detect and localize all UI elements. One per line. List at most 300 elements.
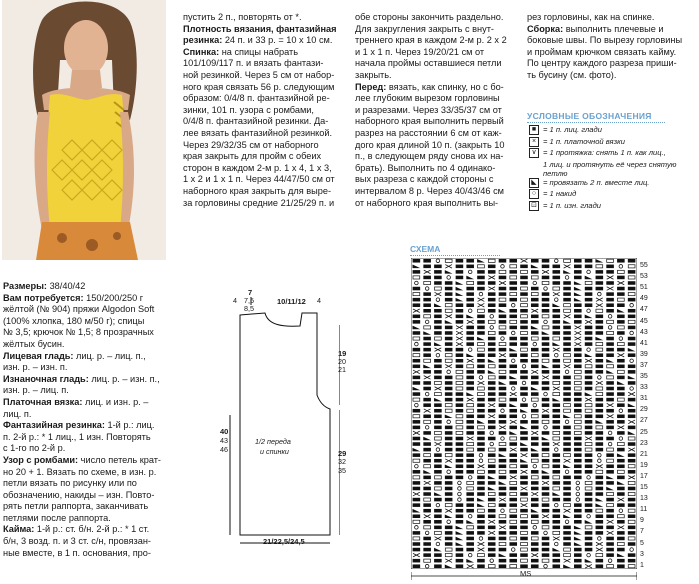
chart-knit-cell [585,459,593,463]
row-number: 45 [640,317,648,325]
chart-knit-cell [456,353,464,357]
chart-knit-cell [509,326,517,330]
chart-knit-cell [477,437,485,441]
dim-right-4: 4 [317,296,321,305]
chart-knit-cell [553,415,561,419]
back-line [183,186,344,198]
chart-knit-cell [466,370,474,374]
chart-knit-cell [488,342,496,346]
chart-knit-cell [434,326,442,330]
chart-knit-cell [531,559,539,563]
chart-knit-cell [423,348,431,352]
chart-knit-cell [531,564,539,568]
instructions-column-front [355,12,516,209]
chart-knit-cell [553,331,561,335]
materials-line [3,304,169,316]
chart-knit-cell [563,481,571,485]
back-line [183,70,344,82]
line-text: брать). Выполнить по 4 одинако- [355,162,496,173]
chart-knit-cell [509,415,517,419]
chart-knit-cell [499,531,507,535]
chart-knit-cell [456,442,464,446]
chart-knit-cell [531,298,539,302]
chart-knit-cell [466,342,474,346]
row-number: 5 [640,539,644,547]
chart-knit-cell [477,403,485,407]
chart-knit-cell [445,292,453,296]
assembly-line [527,58,695,70]
chart-knit-cell [617,331,625,335]
chart-knit-cell [574,476,582,480]
chart-knit-cell [456,303,464,307]
line-text: (100% хлопка, 180 м/50 г); спицы [3,315,145,326]
chart-knit-cell [488,437,496,441]
chart-knit-cell [456,276,464,280]
chart-knit-cell [499,287,507,291]
chart-knit-cell [553,315,561,319]
chart-knit-cell [531,498,539,502]
chart-knit-cell [606,542,614,546]
chart-knit-cell [585,464,593,468]
chart-knit-cell [617,392,625,396]
chart-knit-cell [563,437,571,441]
bold-term: Вам потребуется: [3,292,84,303]
chart-knit-cell [531,376,539,380]
row-number: 47 [640,306,648,314]
chart-knit-cell [423,431,431,435]
chart-knit-cell [423,370,431,374]
chart-knit-cell [423,292,431,296]
chart-knit-cell [596,559,604,563]
chart-knit-cell [563,381,571,385]
chart-knit-cell [466,464,474,468]
chart-knit-cell [606,514,614,518]
chart-knit-cell [596,398,604,402]
chart-knit-cell [596,353,604,357]
line-text: лиц. р. – изн. п., [88,373,160,384]
chart-knit-cell [531,481,539,485]
chart-knit-cell [563,376,571,380]
slip-stitch-icon: ∨ [529,148,539,158]
chart-knit-cell [434,564,442,568]
chart-knit-cell [520,481,528,485]
chart-knit-cell [423,298,431,302]
chart-knit-cell [445,381,453,385]
chart-knit-cell [499,459,507,463]
chart-knit-cell [574,365,582,369]
chart-knit-cell [563,537,571,541]
chart-knit-cell [466,381,474,385]
chart-knit-cell [499,431,507,435]
chart-knit-cell [617,537,625,541]
chart-knit-cell [509,353,517,357]
chart-knit-cell [606,292,614,296]
chart-knit-cell [509,514,517,518]
back-line [183,151,344,163]
chart-knit-cell [509,342,517,346]
chart-knit-cell [574,548,582,552]
chart-knit-cell [596,415,604,419]
chart-knit-cell [456,309,464,313]
chart-knit-cell [606,265,614,269]
chart-knit-cell [596,448,604,452]
chart-knit-cell [628,453,636,457]
chart-knit-cell [553,520,561,524]
chart-knit-cell [531,381,539,385]
line-text: сторон в каждом 2-м р. 1 х 4, 1 х 3, [183,162,332,173]
chart-knit-cell [466,298,474,302]
chart-knit-cell [553,326,561,330]
chart-knit-cell [617,487,625,491]
chart-knit-cell [520,403,528,407]
front-line [355,105,516,117]
chart-knit-cell [488,409,496,413]
row-number: 7 [640,528,644,536]
chart-knit-cell [585,542,593,546]
chart-knit-cell [445,326,453,330]
chart-knit-cell [413,531,421,535]
chart-knit-cell [628,270,636,274]
chart-knit-cell [542,303,550,307]
model-photo-illustration [2,0,166,260]
chart-knit-cell [617,476,625,480]
chart-knit-cell [456,548,464,552]
chart-knit-cell [596,365,604,369]
chart-knit-cell [509,398,517,402]
chart-knit-cell [628,526,636,530]
chart-knit-cell [617,559,625,563]
chart-knit-cell [499,492,507,496]
chart-knit-cell [606,420,614,424]
chart-knit-cell [413,470,421,474]
front-line [355,116,516,128]
chart-knit-cell [477,531,485,535]
line-text: закрыть. [355,69,392,80]
chart-knit-cell [628,514,636,518]
line-text: 0/4/8 п. фантазийной резинки. Да- [183,116,329,127]
chart-knit-cell [563,542,571,546]
chart-knit-cell [628,553,636,557]
chart-knit-cell [606,392,614,396]
chart-knit-cell [488,509,496,513]
chart-knit-cell [423,492,431,496]
chart-knit-cell [509,542,517,546]
chart-knit-cell [499,387,507,391]
back-line [183,47,344,59]
front-line [355,93,516,105]
row-number: 35 [640,373,648,380]
chart-knit-cell [606,548,614,552]
chart-knit-cell [542,442,550,446]
chart-knit-cell [423,503,431,507]
row-number: 21 [640,450,648,458]
chart-knit-cell [445,398,453,402]
chart-knit-cell [585,381,593,385]
chart-knit-cell [423,442,431,446]
chart-knit-cell [477,564,485,568]
chart-knit-cell [423,415,431,419]
chart-knit-cell [563,531,571,535]
materials-line [3,536,169,548]
chart-knit-cell [628,459,636,463]
front-line [355,47,516,59]
chart-knit-cell [606,398,614,402]
line-text: лиц. п. [3,408,32,419]
front-line [355,163,516,175]
chart-knit-cell [563,292,571,296]
chart-knit-cell [520,359,528,363]
chart-knit-cell [499,320,507,324]
chart-knit-cell [477,353,485,357]
chart-knit-cell [585,370,593,374]
chart-knit-cell [520,476,528,480]
chart-knit-cell [531,315,539,319]
chart-knit-cell [477,514,485,518]
chart-knit-cell [542,337,550,341]
chart-knit-cell [466,492,474,496]
chart-knit-cell [596,442,604,446]
chart-knit-cell [445,542,453,546]
materials-line [3,293,169,305]
front-line [355,151,516,163]
chart-knit-cell [466,259,474,263]
chart-knit-cell [563,442,571,446]
chart-knit-cell [499,559,507,563]
chart-knit-cell [542,448,550,452]
chart-knit-cell [606,464,614,468]
chart-knit-cell [606,498,614,502]
chart-knit-cell [499,548,507,552]
chart-knit-cell [617,531,625,535]
chart-knit-cell [434,359,442,363]
chart-knit-cell [434,331,442,335]
chart-knit-cell [617,365,625,369]
chart-knit-cell [423,537,431,541]
row-number: 25 [640,428,648,436]
chart-knit-cell [456,398,464,402]
chart-knit-cell [563,326,571,330]
chart-knit-cell [553,426,561,430]
chart-knit-cell [466,326,474,330]
chart-knit-cell [466,459,474,463]
materials-line [3,490,169,502]
chart-knit-cell [563,387,571,391]
front-line [355,128,516,140]
bold-term: Перед: [355,81,387,92]
chart-knit-cell [585,509,593,513]
chart-knit-cell [606,309,614,313]
chart-knit-cell [466,531,474,535]
chart-knit-cell [520,309,528,313]
chart-knit-cell [531,487,539,491]
chart-knit-cell [434,315,442,319]
chart-knit-cell [445,487,453,491]
chart-knit-cell [413,259,421,263]
chart-knit-cell [617,564,625,568]
chart-knit-cell [413,331,421,335]
chart-knit-cell [488,303,496,307]
chart-knit-cell [606,353,614,357]
chart-knit-cell [509,470,517,474]
chart-knit-cell [553,470,561,474]
chart-knit-cell [531,437,539,441]
line-text: 1-й р.: лиц. [104,420,155,431]
chart-knit-cell [628,442,636,446]
row-number: 55 [640,262,648,269]
chart-knit-cell [509,559,517,563]
chart-knit-cell [531,392,539,396]
chart-knit-cell [596,476,604,480]
chart-knit-cell [456,348,464,352]
chart-knit-cell [520,526,528,530]
chart-knit-cell [509,370,517,374]
chart-knit-cell [628,353,636,357]
row-number: 9 [640,517,644,525]
line-text: обозначению, накиды – изн. Повто- [3,489,155,500]
knitting-chart [411,258,637,569]
chart-knit-cell [466,509,474,513]
chart-knit-cell [585,420,593,424]
chart-knit-cell [509,281,517,285]
chart-knit-cell [434,370,442,374]
chart-knit-cell [628,559,636,563]
chart-knit-cell [499,464,507,468]
chart-knit-cell [596,276,604,280]
bold-term: Фантазийная резинка: [3,420,105,431]
chart-knit-cell [520,537,528,541]
chart-knit-cell [445,498,453,502]
dim-height-3: 46 [220,445,228,454]
chart-knit-cell [477,476,485,480]
chart-knit-cell [413,348,421,352]
chart-knit-cell [477,331,485,335]
chart-knit-cell [456,265,464,269]
chart-knit-cell [445,392,453,396]
chart-knit-cell [585,259,593,263]
materials-column [3,281,169,559]
chart-knit-cell [628,426,636,430]
chart-knit-cell [574,309,582,313]
chart-knit-cell [413,498,421,502]
chart-knit-cell [596,531,604,535]
chart-knit-cell [628,487,636,491]
chart-knit-cell [423,548,431,552]
chart-knit-cell [596,403,604,407]
chart-knit-cell [585,431,593,435]
chart-knit-cell [520,420,528,424]
chart-knit-cell [628,315,636,319]
chart-knit-cell [477,276,485,280]
line-text: № 3,5; крючок № 1,5; 8 прозрачных [3,327,154,338]
chart-knit-cell [423,342,431,346]
chart-knit-cell [617,464,625,468]
chart-knit-cell [585,303,593,307]
line-text: на спицы набрать [219,46,299,57]
chart-knit-cell [499,365,507,369]
chart-knit-cell [509,409,517,413]
chart-knit-cell [606,337,614,341]
chart-knit-cell [423,553,431,557]
chart-knit-cell [574,448,582,452]
chart-knit-cell [509,459,517,463]
chart-knit-cell [509,442,517,446]
chart-knit-cell [553,365,561,369]
chart-knit-cell [542,553,550,557]
chart-knit-cell [628,370,636,374]
chart-knit-cell [585,415,593,419]
chart-knit-cell [434,553,442,557]
chart-knit-cell [499,487,507,491]
chart-knit-cell [423,520,431,524]
chart-knit-cell [553,464,561,468]
bold-term: Узор с ромбами: [3,454,79,465]
chart-knit-cell [585,498,593,502]
chart-knit-cell [574,520,582,524]
chart-knit-cell [606,381,614,385]
line-text: выполнить плечевые и [563,23,664,34]
line-text: изн. р. – лиц. п. [3,385,69,396]
chart-knit-cell [477,492,485,496]
line-text: образом: 0/4/8 п. фантазийной ре- [183,93,330,104]
chart-knit-cell [423,476,431,480]
row-number: 43 [640,328,648,336]
chart-knit-cell [456,365,464,369]
back-line [183,174,344,186]
chart-knit-cell [574,353,582,357]
chart-knit-cell [434,514,442,518]
chart-knit-cell [531,542,539,546]
chart-knit-cell [456,520,464,524]
chart-knit-cell [434,459,442,463]
chart-knit-cell [445,437,453,441]
chart-knit-cell [456,476,464,480]
front-line [355,186,516,198]
chart-knit-cell [488,470,496,474]
chart-knit-cell [596,487,604,491]
materials-line [3,467,169,479]
chart-knit-cell [553,526,561,530]
chart-knit-cell [477,281,485,285]
chart-knit-cell [574,509,582,513]
row-number: 27 [640,417,648,425]
chart-knit-cell [553,553,561,557]
chart-knit-cell [434,409,442,413]
chart-knit-cell [520,431,528,435]
legend-title: УСЛОВНЫЕ ОБОЗНАЧЕНИЯ [527,111,665,123]
line-text: наборного края выполнить первый [355,116,504,127]
chart-knit-cell [488,553,496,557]
line-text: с 1-го по 2-й р. [3,443,66,454]
chart-knit-cell [445,298,453,302]
chart-knit-cell [509,287,517,291]
chart-knit-cell [509,526,517,530]
chart-knit-cell [434,520,442,524]
chart-knit-cell [434,376,442,380]
chart-knit-cell [466,292,474,296]
chart-knit-cell [563,476,571,480]
chart-knit-cell [466,503,474,507]
chart-knit-cell [563,487,571,491]
chart-knit-cell [531,426,539,430]
chart-knit-cell [477,370,485,374]
back-line [183,140,344,152]
chart-knit-cell [563,498,571,502]
line-text: лее глубоким вырезом горловины [355,93,500,104]
chart-knit-cell [542,398,550,402]
chart-knit-cell [477,526,485,530]
line-text: обе стороны закончить раздельно. [355,12,504,22]
chart-knit-cell [413,376,421,380]
